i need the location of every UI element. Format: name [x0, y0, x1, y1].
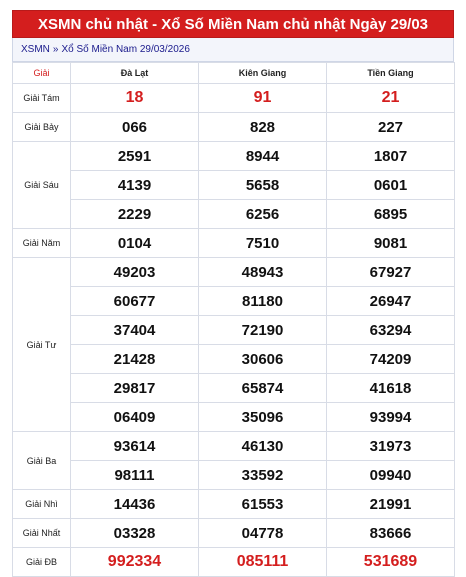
breadcrumb-link-xsmn[interactable]: XSMN	[21, 44, 50, 55]
result-number: 21428	[71, 345, 199, 374]
prize-label: Giải Nhất	[13, 519, 71, 548]
table-row	[13, 403, 455, 432]
result-number: 18	[71, 84, 199, 113]
result-number: 227	[327, 113, 455, 142]
result-number: 8944	[199, 142, 327, 171]
result-number: 37404	[71, 316, 199, 345]
table-row	[13, 490, 455, 519]
table-row	[13, 229, 455, 258]
result-number: 46130	[199, 432, 327, 461]
result-number: 93614	[71, 432, 199, 461]
table-row	[13, 142, 455, 171]
result-number: 066	[71, 113, 199, 142]
result-number: 98111	[71, 461, 199, 490]
result-number: 21991	[327, 490, 455, 519]
result-number: 1807	[327, 142, 455, 171]
result-number: 41618	[327, 374, 455, 403]
result-number: 2591	[71, 142, 199, 171]
table-row	[13, 287, 455, 316]
breadcrumb-separator: »	[52, 44, 59, 55]
province-header-kien-giang[interactable]: Kiên Giang	[199, 63, 327, 84]
table-row	[13, 432, 455, 461]
table-row	[13, 519, 455, 548]
result-number: 04778	[199, 519, 327, 548]
result-number: 91	[199, 84, 327, 113]
prize-label: Giải Tư	[13, 258, 71, 432]
result-number: 72190	[199, 316, 327, 345]
table-row	[13, 548, 455, 577]
result-number: 21	[327, 84, 455, 113]
result-number: 0601	[327, 171, 455, 200]
breadcrumb	[12, 38, 454, 62]
result-number: 48943	[199, 258, 327, 287]
table-row	[13, 84, 455, 113]
jackpot-number: 531689	[327, 548, 455, 577]
result-number: 63294	[327, 316, 455, 345]
result-number: 83666	[327, 519, 455, 548]
result-number: 31973	[327, 432, 455, 461]
result-number: 6895	[327, 200, 455, 229]
prize-label: Giải Nhì	[13, 490, 71, 519]
result-number: 5658	[199, 171, 327, 200]
prize-column-header: Giải	[13, 63, 71, 84]
result-number: 30606	[199, 345, 327, 374]
result-number: 33592	[199, 461, 327, 490]
prize-label: Giải Sáu	[13, 142, 71, 229]
prize-label: Giải Tám	[13, 84, 71, 113]
result-number: 828	[199, 113, 327, 142]
table-row	[13, 374, 455, 403]
province-header-da-lat[interactable]: Đà Lạt	[71, 63, 199, 84]
table-row	[13, 200, 455, 229]
result-number: 06409	[71, 403, 199, 432]
prize-label: Giải Bảy	[13, 113, 71, 142]
prize-label: Giải ĐB	[13, 548, 71, 577]
result-number: 09940	[327, 461, 455, 490]
results-panel	[12, 10, 454, 577]
breadcrumb-link-date[interactable]: Xổ Số Miền Nam 29/03/2026	[61, 44, 190, 55]
prize-label: Giải Năm	[13, 229, 71, 258]
results-table	[12, 62, 455, 577]
result-number: 29817	[71, 374, 199, 403]
jackpot-number: 085111	[199, 548, 327, 577]
prize-label: Giải Ba	[13, 432, 71, 490]
result-number: 03328	[71, 519, 199, 548]
result-number: 4139	[71, 171, 199, 200]
result-number: 35096	[199, 403, 327, 432]
table-row	[13, 345, 455, 374]
result-number: 65874	[199, 374, 327, 403]
table-row	[13, 461, 455, 490]
result-number: 2229	[71, 200, 199, 229]
result-number: 26947	[327, 287, 455, 316]
result-number: 9081	[327, 229, 455, 258]
table-row	[13, 316, 455, 345]
result-number: 81180	[199, 287, 327, 316]
result-number: 67927	[327, 258, 455, 287]
table-row	[13, 258, 455, 287]
page-title: XSMN chủ nhật - Xổ Số Miền Nam chủ nhật Ngày 29/03	[12, 10, 454, 38]
result-number: 60677	[71, 287, 199, 316]
result-number: 61553	[199, 490, 327, 519]
result-number: 0104	[71, 229, 199, 258]
table-row	[13, 171, 455, 200]
result-number: 93994	[327, 403, 455, 432]
result-number: 74209	[327, 345, 455, 374]
table-row	[13, 113, 455, 142]
result-number: 6256	[199, 200, 327, 229]
jackpot-number: 992334	[71, 548, 199, 577]
result-number: 49203	[71, 258, 199, 287]
table-header-row	[13, 63, 455, 84]
result-number: 7510	[199, 229, 327, 258]
province-header-tien-giang[interactable]: Tiền Giang	[327, 63, 455, 84]
result-number: 14436	[71, 490, 199, 519]
